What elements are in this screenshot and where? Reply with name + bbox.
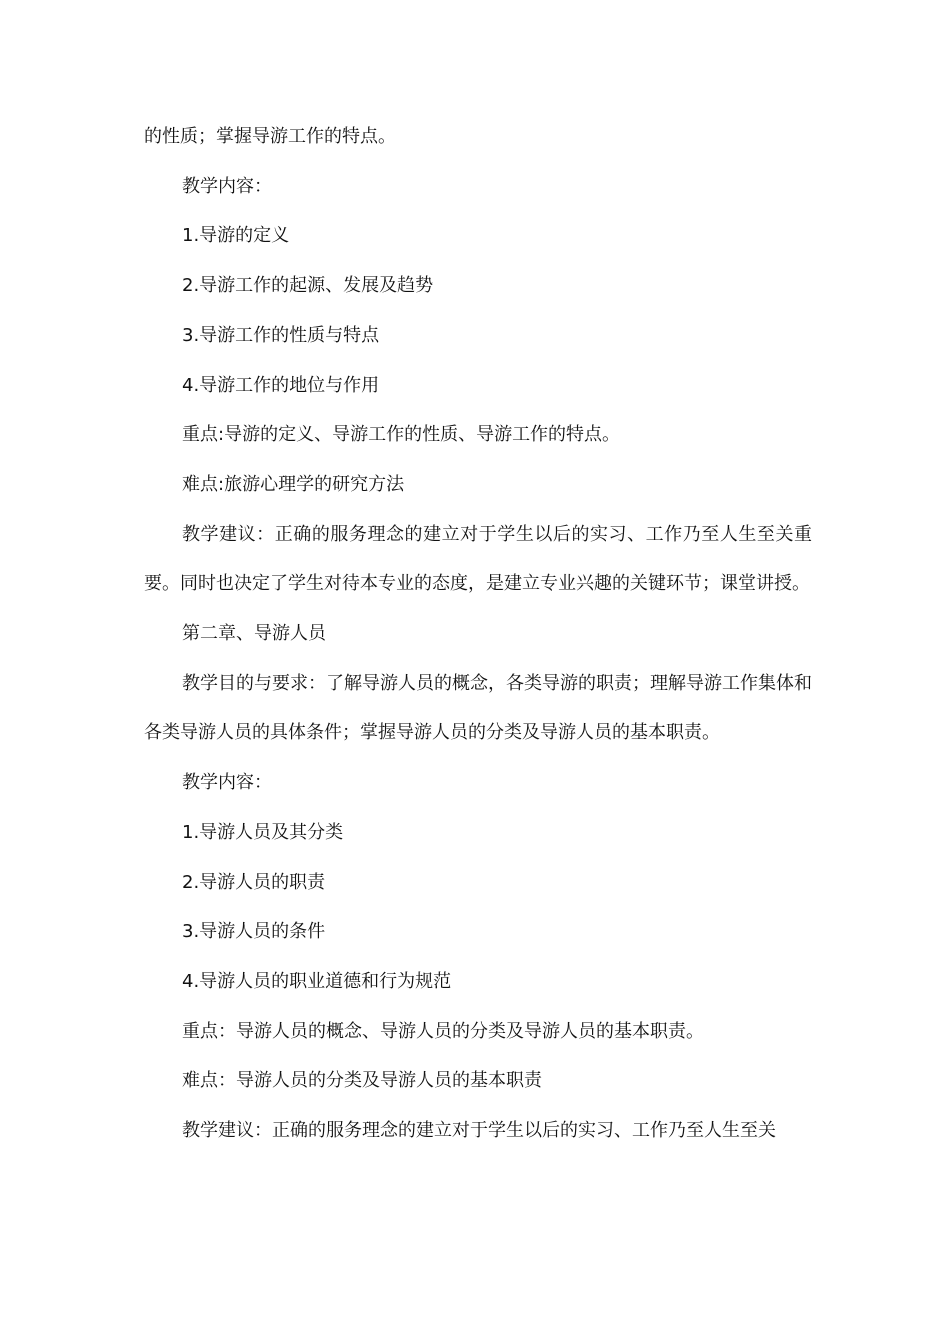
paragraph: 教学目的与要求：了解导游人员的概念，各类导游的职责；理解导游工作集体和各类导游人员的具体条件；掌握导游人员的分类及导游人员的基本职责。	[144, 672, 812, 744]
paragraph: 重点:导游的定义、导游工作的性质、导游工作的特点。	[182, 424, 621, 446]
section-heading: 第二章、导游人员	[182, 623, 326, 645]
list-item: 4.导游工作的地位与作用	[182, 374, 380, 396]
paragraph: 难点：导游人员的分类及导游人员的基本职责	[182, 1070, 542, 1092]
paragraph: 教学建议：正确的服务理念的建立对于学生以后的实习、工作乃至人生至关重要。同时也决定了学生对待本专业的态度，是建立专业兴趣的关键环节；课堂讲授。	[144, 523, 812, 595]
list-item: 2.导游工作的起源、发展及趋势	[182, 275, 434, 297]
paragraph: 难点:旅游心理学的研究方法	[182, 473, 405, 495]
list-item: 4.导游人员的职业道德和行为规范	[182, 970, 452, 992]
paragraph: 的性质；掌握导游工作的特点。	[144, 126, 396, 147]
list-item: 1.导游人员及其分类	[182, 821, 344, 843]
list-item: 1.导游的定义	[182, 225, 290, 247]
list-item: 3.导游人员的条件	[182, 921, 326, 943]
paragraph: 重点：导游人员的概念、导游人员的分类及导游人员的基本职责。	[182, 1020, 704, 1042]
paragraph: 教学建议：正确的服务理念的建立对于学生以后的实习、工作乃至人生至关	[182, 1120, 776, 1142]
paragraph: 教学内容：	[182, 175, 272, 197]
list-item: 3.导游工作的性质与特点	[182, 324, 380, 346]
document-body	[144, 112, 812, 1156]
paragraph: 教学内容：	[182, 772, 272, 794]
list-item: 2.导游人员的职责	[182, 871, 326, 893]
